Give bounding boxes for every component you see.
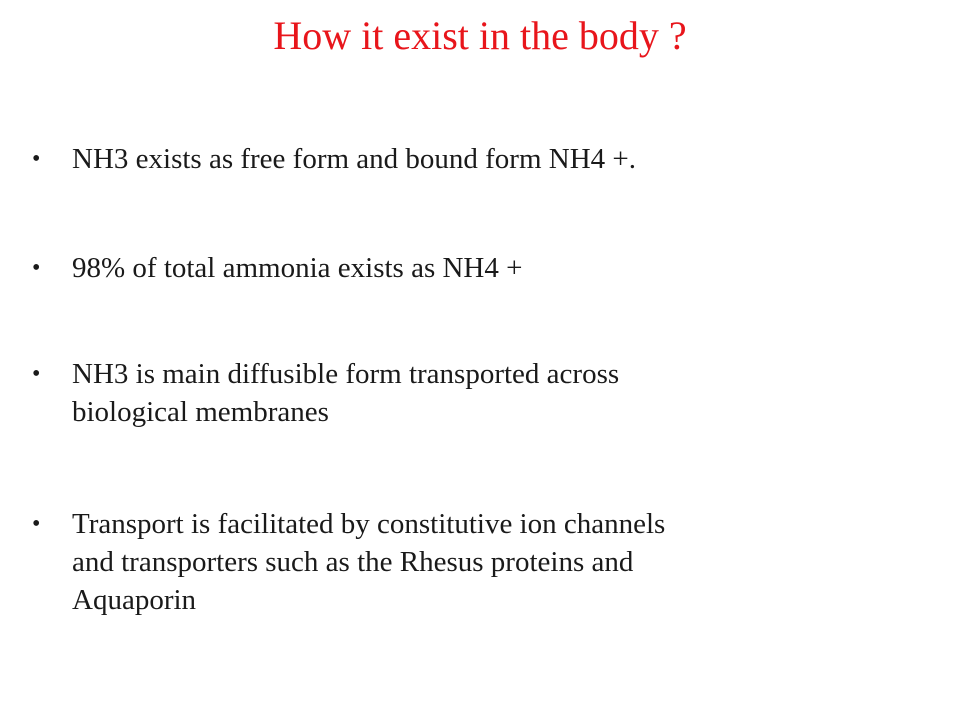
bullet-icon: • (32, 255, 41, 281)
bullet-icon: • (32, 146, 41, 172)
bullet-text: NH3 exists as free form and bound form NH4 +. (72, 143, 637, 175)
bullet-icon: • (32, 511, 41, 537)
bullet-text: 98% of total ammonia exists as NH4 + (72, 252, 523, 284)
bullet-text: Transport is facilitated by constitutive ion channels and transporters such as the Rhesus proteins and Aquaporin (72, 508, 666, 616)
slide-title: How it exist in the body ? (273, 13, 687, 58)
bullet-text: NH3 is main diffusible form transported across biological membranes (72, 358, 620, 428)
bullet-icon: • (32, 361, 41, 387)
